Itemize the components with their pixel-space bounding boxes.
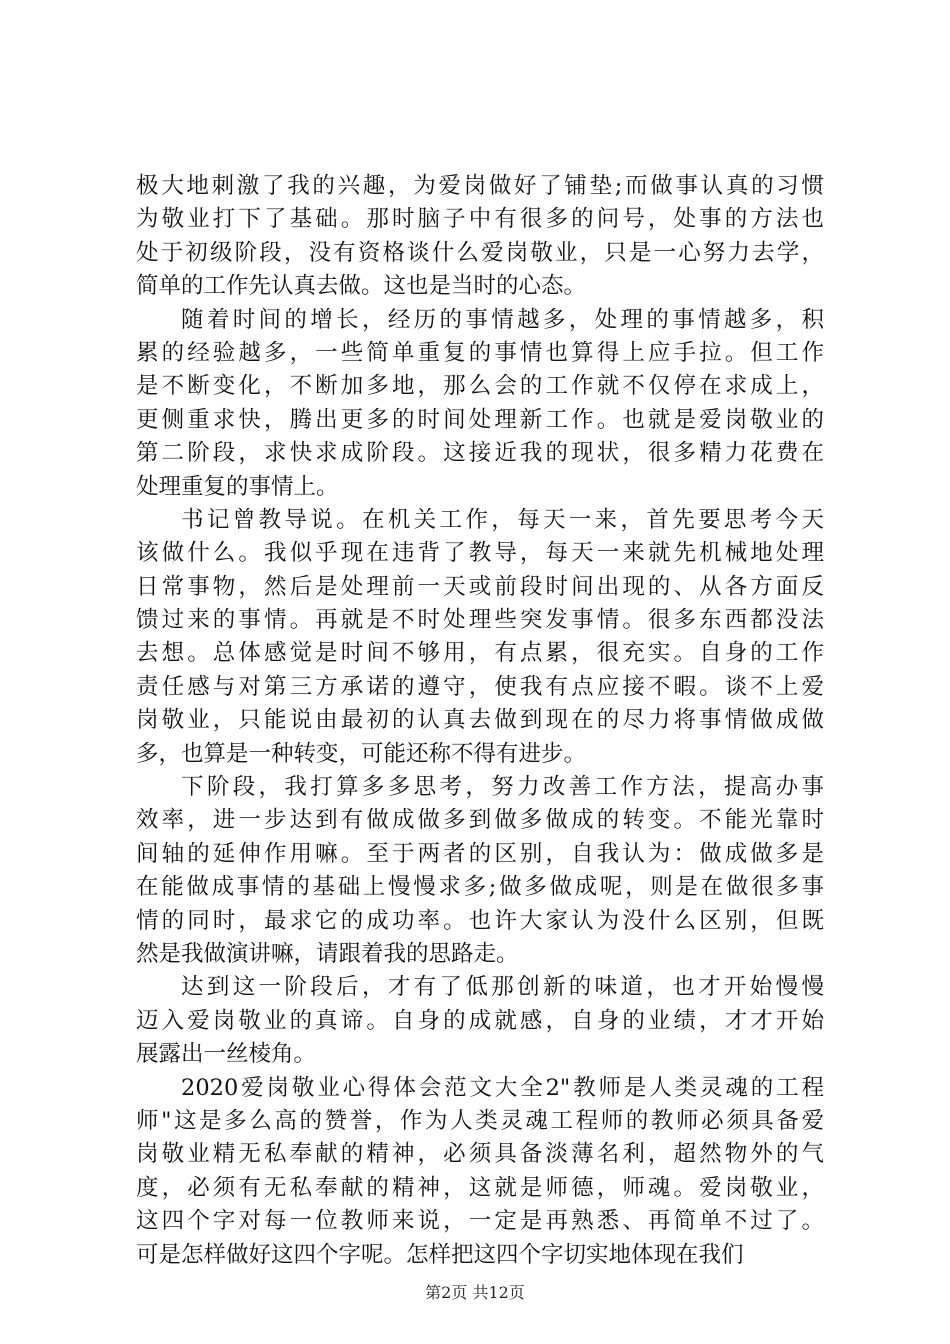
paragraph <box>136 1072 824 1272</box>
paragraph-line: 处于初级阶段，没有资格谈什么爱岗敬业，只是一心努力去学， <box>136 239 824 266</box>
paragraph <box>136 771 824 971</box>
paragraph-line: 然是我做演讲嘛，请跟着我的思路走。 <box>136 940 519 967</box>
paragraph-line: 下阶段，我打算多多思考，努力改善工作方法，提高办事 <box>181 774 824 801</box>
paragraph-line: 第二阶段，求快求成阶段。这接近我的现状，很多精力花费在 <box>136 440 824 467</box>
paragraph-line: 去想。总体感觉是时间不够用，有点累，很充实。自身的工作 <box>136 640 824 667</box>
paragraph-line: 2020爱岗敬业心得体会范文大全2"教师是人类灵魂的工程 <box>181 1074 824 1101</box>
document-body <box>136 170 824 1272</box>
paragraph <box>136 304 824 504</box>
page-footer: 第2页 共12页 <box>425 1283 525 1302</box>
paragraph-line: 在能做成事情的基础上慢慢求多;做多做成呢，则是在做很多事 <box>136 874 824 901</box>
paragraph-line: 为敬业打下了基础。那时脑子中有很多的问号，处事的方法也 <box>136 206 824 233</box>
paragraph-line: 间轴的延伸作用嘛。至于两者的区别，自我认为：做成做多是 <box>136 840 824 867</box>
paragraph-line: 馈过来的事情。再就是不时处理些突发事情。很多东西都没法 <box>136 607 824 634</box>
paragraph-line: 情的同时，最求它的成功率。也许大家认为没什么区别，但既 <box>136 907 824 934</box>
paragraph-line: 日常事物，然后是处理前一天或前段时间出现的、从各方面反 <box>136 573 824 600</box>
paragraph-line: 处理重复的事情上。 <box>136 473 339 500</box>
paragraph-line: 书记曾教导说。在机关工作，每天一来，首先要思考今天 <box>181 506 824 533</box>
paragraph-line: 达到这一阶段后，才有了低那创新的味道，也才开始慢慢 <box>181 974 824 1001</box>
paragraph-line: 累的经验越多，一些简单重复的事情也算得上应手拉。但工作 <box>136 339 824 366</box>
paragraph-line: 随着时间的增长，经历的事情越多，处理的事情越多，积 <box>181 306 824 333</box>
paragraph-line: 极大地刺激了我的兴趣，为爱岗做好了铺垫;而做事认真的习惯 <box>136 173 824 199</box>
paragraph-line: 岗敬业精无私奉献的精神，必须具备淡薄名利，超然物外的气 <box>136 1141 824 1168</box>
paragraph-line: 师"这是多么高的赞誉，作为人类灵魂工程师的教师必须具备爱 <box>136 1107 824 1134</box>
paragraph-line: 这四个字对每一位教师来说，一定是再熟悉、再简单不过了。 <box>136 1208 824 1235</box>
paragraph-line: 是不断变化，不断加多地，那么会的工作就不仅停在求成上， <box>136 373 824 400</box>
paragraph <box>136 971 824 1071</box>
paragraph-line: 简单的工作先认真去做。这也是当时的心态。 <box>136 273 587 300</box>
paragraph-line: 展露出一丝棱角。 <box>136 1041 317 1068</box>
paragraph <box>136 504 824 771</box>
paragraph <box>136 170 824 304</box>
paragraph-line: 效率，进一步达到有做成做多到做多做成的转变。不能光靠时 <box>136 807 824 834</box>
paragraph-line: 责任感与对第三方承诺的遵守，使我有点应接不暇。谈不上爱 <box>136 673 824 700</box>
paragraph-line: 更侧重求快，腾出更多的时间处理新工作。也就是爱岗敬业的 <box>136 406 824 433</box>
paragraph-line: 该做什么。我似乎现在违背了教导，每天一来就先机械地处理 <box>136 540 824 567</box>
paragraph-line: 度，必须有无私奉献的精神，这就是师德，师魂。爱岗敬业， <box>136 1174 824 1201</box>
paragraph-line: 可是怎样做好这四个字呢。怎样把这四个字切实地体现在我们 <box>136 1241 744 1268</box>
paragraph-line: 多，也算是一种转变，可能还称不得有进步。 <box>136 740 587 767</box>
paragraph-line: 迈入爱岗敬业的真谛。自身的成就感，自身的业绩，才才开始 <box>136 1007 824 1034</box>
paragraph-line: 岗敬业，只能说由最初的认真去做到现在的尽力将事情做成做 <box>136 707 824 734</box>
